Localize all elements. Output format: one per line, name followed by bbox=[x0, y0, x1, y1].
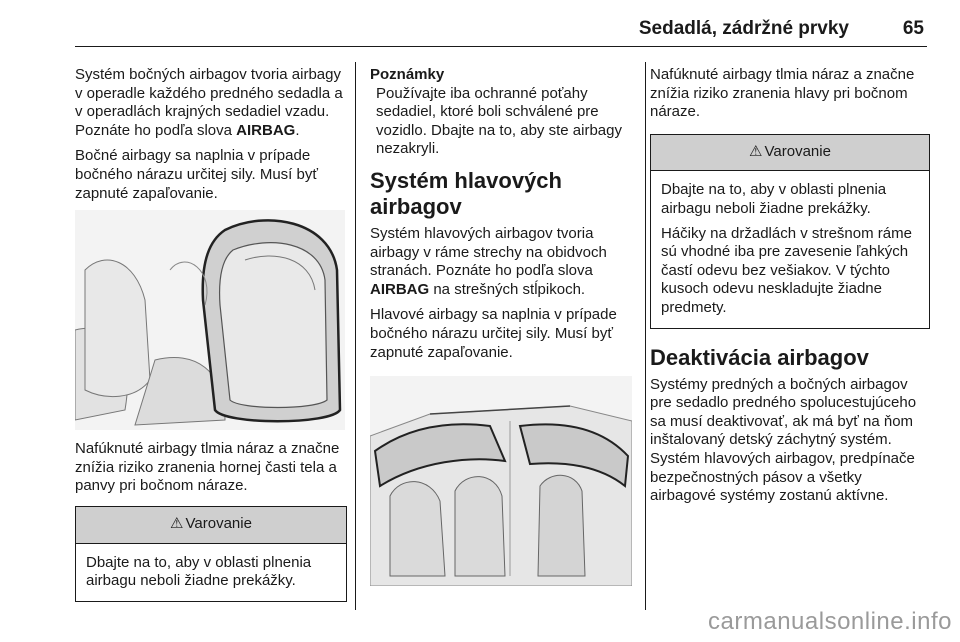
paragraph: Nafúknuté airbagy tlmia náraz a značne znížia riziko zranenia hlavy pri bočnom náraze. bbox=[650, 66, 915, 121]
notes-title: Poznámky bbox=[370, 66, 445, 83]
warning-text: Háčiky na držadlách v strešnom ráme sú vhodné iba pre zavesenie ľahkých častí odevu bez vešiakov. V týchto kusoch odevu neskladujte žiadne predmety. bbox=[661, 224, 912, 316]
warning-text: Dbajte na to, aby v oblasti plnenia airbagu neboli žiadne prekážky. bbox=[661, 181, 887, 217]
paragraph bbox=[370, 225, 634, 299]
paragraph bbox=[75, 66, 347, 140]
airbag-label: AIRBAG bbox=[370, 280, 430, 298]
paragraph-text: Systém bočných airbagov tvoria airbagy v operadle každého predného sedadla a v operadlách krajných sedadiel vzadu. Poznáte ho podľa slova bbox=[75, 66, 343, 139]
paragraph: Nafúknuté airbagy tlmia náraz a značne znížia riziko zranenia hornej časti tela a panvy pri bočnom náraze. bbox=[75, 440, 340, 495]
warning-triangle-icon: ⚠ bbox=[170, 514, 184, 532]
paragraph: Hlavové airbagy sa naplnia v prípade bočného nárazu určitej sily. Musí byť zapnuté zapaľovanie. bbox=[370, 306, 617, 361]
warning-title: Varovanie bbox=[185, 514, 252, 532]
paragraph-text: Systém hlavových airbagov tvoria airbagy v ráme strechy na obidvoch stranách. Poznáte ho podľa slova bbox=[370, 224, 607, 280]
warning-title: Varovanie bbox=[764, 142, 831, 160]
side-airbag-illustration bbox=[75, 210, 345, 430]
section-heading: Systém hlavových airbagov bbox=[370, 167, 562, 219]
column-1 bbox=[75, 66, 347, 602]
paragraph-text: na strešných stĺpikoch. bbox=[429, 280, 586, 298]
warning-header bbox=[651, 135, 929, 172]
warning-box bbox=[75, 506, 347, 602]
curtain-airbag-image bbox=[370, 376, 632, 586]
paragraph: Systémy predných a bočných airbagov pre sedadlo predného spolucestujúceho sa musí deaktivovať, ak má byť na ňom inštalovaný detský záchytný systém. Systém hlavových airbagov, predpínače bezpečnostných pásov a všetky airbagové systémy zostanú aktívne. bbox=[650, 375, 917, 505]
column-3 bbox=[650, 66, 930, 513]
warning-body bbox=[651, 171, 929, 327]
airbag-label: AIRBAG bbox=[236, 121, 296, 139]
head-airbag-illustration bbox=[370, 376, 632, 586]
column-divider bbox=[355, 62, 356, 610]
page-number: 65 bbox=[902, 18, 924, 39]
warning-box bbox=[650, 134, 930, 329]
warning-triangle-icon: ⚠ bbox=[749, 142, 763, 160]
notes-text: Používajte iba ochranné poťahy sedadiel, ktoré boli schválené pre vozidlo. Dbajte na to, aby ste airbagy nezakryli. bbox=[376, 84, 622, 158]
warning-text: Dbajte na to, aby v oblasti plnenia airbagu neboli žiadne prekážky. bbox=[86, 553, 312, 590]
paragraph: Bočné airbagy sa naplnia v prípade bočného nárazu určitej sily. Musí byť zapnuté zapaľovanie. bbox=[75, 147, 318, 202]
page-header bbox=[75, 14, 927, 47]
warning-header bbox=[76, 507, 346, 544]
section-title: Sedadlá, zádržné prvky bbox=[638, 18, 849, 39]
column-divider bbox=[645, 62, 646, 610]
section-heading: Deaktivácia airbagov bbox=[650, 344, 869, 370]
paragraph-text: . bbox=[295, 121, 300, 139]
notes bbox=[370, 66, 634, 159]
seat-airbag-image bbox=[75, 210, 345, 430]
watermark: carmanualsonline.info bbox=[708, 608, 952, 635]
warning-body bbox=[76, 544, 346, 601]
column-2 bbox=[370, 66, 634, 586]
